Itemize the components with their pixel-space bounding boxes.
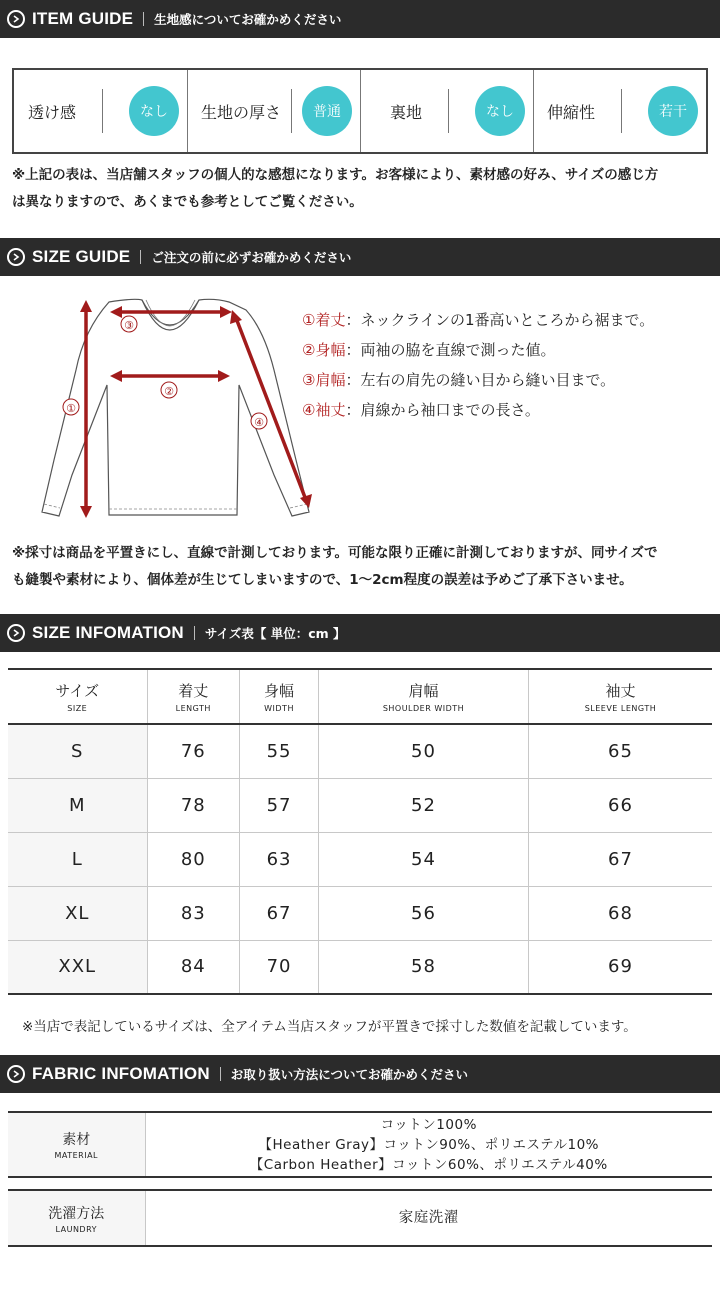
table-row: [8, 940, 712, 994]
sleeve-cell: 66: [528, 778, 712, 832]
table-row: [8, 832, 712, 886]
shirt-icon: [24, 290, 314, 530]
table-header-row: [8, 669, 712, 724]
legend-desc: ：両袖の脇を直線で測った値。: [345, 341, 556, 359]
section-subtitle: ご注文の前に必ずお確かめください: [151, 250, 352, 265]
length-cell: 80: [147, 832, 240, 886]
size-cell: XL: [8, 886, 147, 940]
chevron-right-icon: [7, 10, 25, 28]
measurement-legend: [302, 305, 654, 425]
laundry-value: 家庭洗濯: [398, 1210, 459, 1226]
legend-key: ③肩幅: [302, 371, 346, 389]
note-line: は異なりますので、あくまでも参考としてご覧ください。: [12, 194, 363, 210]
size-guide-note: [12, 540, 657, 594]
divider: [291, 89, 292, 133]
sleeve-cell: 68: [528, 886, 712, 940]
material-row: [8, 1112, 712, 1177]
material-table: [8, 1111, 712, 1178]
legend-row: [302, 365, 654, 395]
guide-item-sheerness: [14, 70, 187, 152]
marker-2: ②: [164, 385, 174, 398]
divider: [140, 250, 141, 264]
table-row: [8, 778, 712, 832]
size-cell: M: [8, 778, 147, 832]
legend-desc: ：ネックラインの1番高いところから裾まで。: [345, 311, 655, 329]
chevron-right-icon: [7, 624, 25, 642]
legend-row: [302, 305, 654, 335]
item-guide-note: [12, 162, 658, 216]
legend-key: ④袖丈: [302, 401, 346, 419]
marker-3: ③: [124, 319, 134, 332]
column-header: サイズ SIZE: [8, 669, 147, 724]
legend-desc: ：左右の肩先の縫い目から縫い目まで。: [345, 371, 616, 389]
sleeve-cell: 65: [528, 724, 712, 778]
table-row: [8, 724, 712, 778]
width-cell: 70: [240, 940, 319, 994]
note-line: ※上記の表は、当店舗スタッフの個人的な感想になります。お客様により、素材感の好み、サイズの感じ方: [12, 167, 659, 183]
size-table-note: ※当店で表記しているサイズは、全アイテム当店スタッフが平置きで採寸した数値を記載しています。: [22, 1019, 637, 1035]
guide-label: 伸縮性: [547, 102, 596, 122]
column-header: 肩幅 SHOULDER WIDTH: [319, 669, 529, 724]
width-cell: 57: [240, 778, 319, 832]
guide-badge: 普通: [302, 86, 352, 136]
guide-badge: なし: [129, 86, 179, 136]
divider: [102, 89, 103, 133]
size-guide-header: [0, 238, 720, 276]
width-cell: 67: [240, 886, 319, 940]
item-guide-header: [0, 0, 720, 38]
table-row: [8, 886, 712, 940]
section-title: SIZE GUIDE: [32, 247, 131, 266]
divider: [143, 12, 144, 26]
legend-row: [302, 395, 654, 425]
shoulder-cell: 54: [319, 832, 529, 886]
section-title: ITEM GUIDE: [32, 9, 134, 28]
sleeve-cell: 67: [528, 832, 712, 886]
guide-badge: なし: [475, 86, 525, 136]
legend-row: [302, 335, 654, 365]
divider: [194, 626, 195, 640]
column-header: 袖丈 SLEEVE LENGTH: [584, 682, 657, 713]
chevron-right-icon: [7, 1065, 25, 1083]
shoulder-cell: 52: [319, 778, 529, 832]
note-line: も縫製や素材により、個体差が生じてしまいますので、1〜2cm程度の誤差は予めご了承下さいませ。: [12, 572, 633, 588]
shoulder-cell: 56: [319, 886, 529, 940]
fabric-info-header: [0, 1055, 720, 1093]
size-cell: XXL: [8, 940, 147, 994]
guide-label: 裏地: [390, 102, 423, 122]
material-value: コットン100% 【Heather Gray】コットン90%、ポリエステル10% 【Carbon Heather】コットン60%、ポリエステル40%: [249, 1116, 608, 1173]
laundry-label: 洗濯方法 LAUNDRY: [8, 1190, 145, 1246]
item-guide-box: [12, 68, 708, 154]
legend-desc: ：肩線から袖口までの長さ。: [345, 401, 540, 419]
guide-label: 生地の厚さ: [201, 102, 282, 122]
legend-key: ②身幅: [302, 341, 346, 359]
marker-4: ④: [254, 416, 264, 429]
marker-1: ①: [66, 402, 76, 415]
length-cell: 78: [147, 778, 240, 832]
section-subtitle: 生地感についてお確かめください: [154, 12, 342, 27]
legend-key: ①着丈: [302, 311, 346, 329]
shirt-measurement-diagram: [24, 290, 314, 530]
size-cell: S: [8, 724, 147, 778]
length-cell: 83: [147, 886, 240, 940]
guide-item-stretch: [533, 70, 706, 152]
sleeve-cell: 69: [528, 940, 712, 994]
laundry-table: [8, 1189, 712, 1247]
section-subtitle: お取り扱い方法についてお確かめください: [230, 1067, 469, 1082]
chevron-right-icon: [7, 248, 25, 266]
size-cell: L: [8, 832, 147, 886]
size-info-header: [0, 614, 720, 652]
guide-item-thickness: [187, 70, 360, 152]
divider: [448, 89, 449, 133]
material-label: 素材 MATERIAL: [8, 1112, 145, 1177]
shoulder-cell: 50: [319, 724, 529, 778]
size-table: [8, 668, 712, 995]
column-header: 身幅 WIDTH: [240, 669, 319, 724]
width-cell: 63: [240, 832, 319, 886]
column-header: 着丈 LENGTH: [147, 669, 240, 724]
guide-item-lining: [360, 70, 533, 152]
laundry-row: [8, 1190, 712, 1246]
length-cell: 76: [147, 724, 240, 778]
width-cell: 55: [240, 724, 319, 778]
shoulder-cell: 58: [319, 940, 529, 994]
guide-label: 透け感: [28, 102, 77, 122]
section-subtitle: サイズ表【 単位：cm 】: [204, 626, 346, 641]
divider: [621, 89, 622, 133]
guide-badge: 若干: [648, 86, 698, 136]
note-line: ※採寸は商品を平置きにし、直線で計測しております。可能な限り正確に計測しておりますが、同サイズで: [12, 545, 658, 561]
divider: [220, 1067, 221, 1081]
length-cell: 84: [147, 940, 240, 994]
section-title: FABRIC INFOMATION: [32, 1064, 210, 1083]
section-title: SIZE INFOMATION: [32, 623, 184, 642]
